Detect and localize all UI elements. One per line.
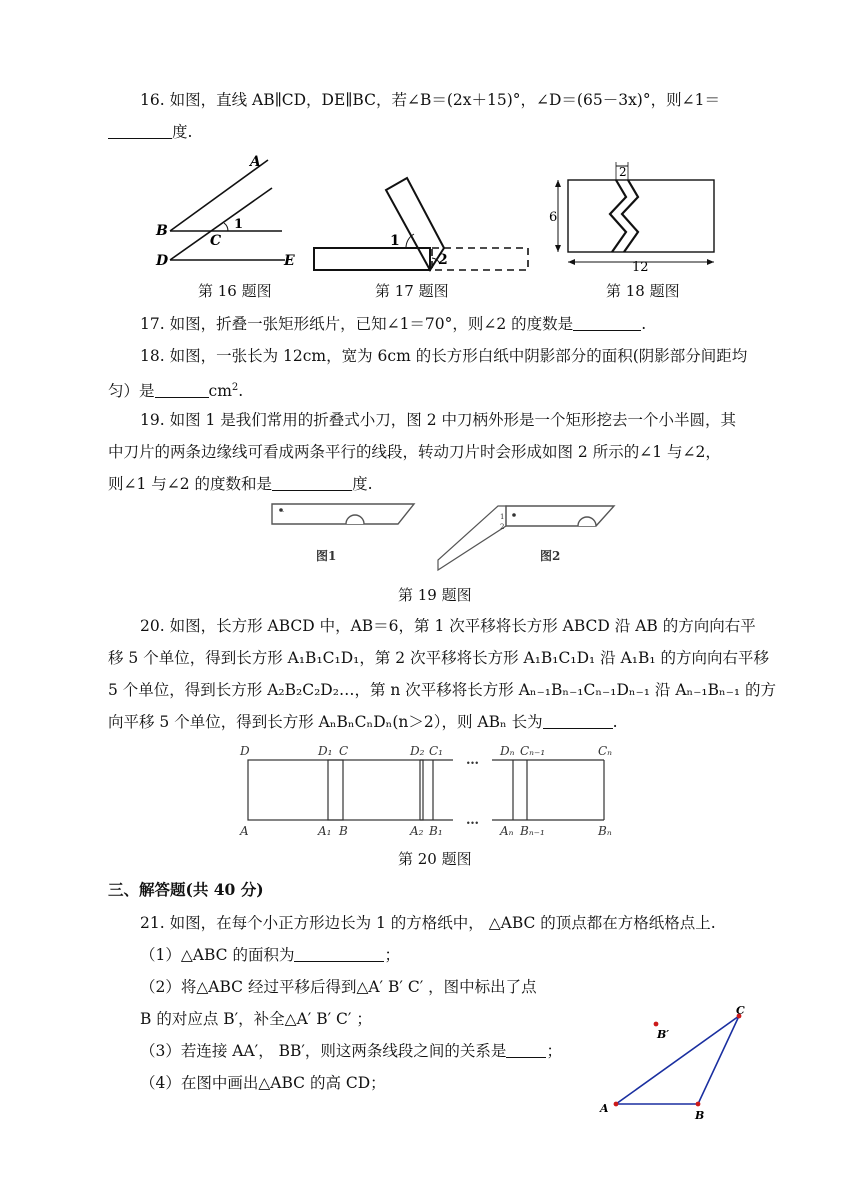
label-e: E — [284, 253, 295, 269]
line-ab — [170, 160, 268, 231]
caption-17: 第 17 题图 — [375, 282, 449, 300]
q18-figure — [546, 160, 722, 272]
line-dc — [170, 188, 272, 260]
point-b-prime — [654, 1022, 659, 1027]
label-b: B — [339, 824, 348, 838]
label-a: A — [250, 154, 261, 170]
q17-answer-blank[interactable] — [573, 316, 641, 331]
label-b1: B₁ — [429, 824, 443, 838]
caption-20: 第 20 题图 — [398, 850, 472, 868]
q19-figure — [264, 498, 626, 576]
q16-line1: 16. 如图，直线 AB∥CD，DE∥BC，若∠B＝(2x＋15)°，∠D＝(65－3x)°，则∠1＝ — [140, 91, 720, 109]
label-bn: Bₙ — [598, 824, 612, 838]
q21-p1: （1）△ABC 的面积为 ； — [140, 946, 400, 964]
q18-line1: 18. 如图，一张长为 12cm，宽为 6cm 的长方形白纸中阴影部分的面积(阴影部分间距均 — [140, 347, 748, 365]
q20-line3: 5 个单位，得到长方形 A₂B₂C₂D₂…，第 n 次平移将长方形 Aₙ₋₁Bₙ₋₁Cₙ₋₁Dₙ₋₁ 沿 Aₙ₋₁Bₙ₋₁ 的方 — [108, 681, 777, 699]
angle1-arc — [406, 234, 414, 248]
fig1-label: 图1 — [316, 549, 337, 563]
section3-title: 三、解答题(共 40 分) — [108, 880, 264, 899]
fig2-angle1: 1 — [500, 513, 505, 521]
folded-part — [386, 178, 444, 270]
q16-suffix: 度. — [172, 123, 193, 141]
fig2-label: 图2 — [540, 549, 561, 563]
q18-line2: 匀）是 $cm^2$. — [108, 382, 244, 401]
label-c: C — [210, 233, 222, 249]
label-a1: A₁ — [318, 824, 332, 838]
q16-answer-blank[interactable] — [108, 124, 172, 139]
q21-p2-line2: B 的对应点 B′，补全△A′ B′ C′ ； — [140, 1010, 372, 1028]
label-c: C — [736, 1006, 745, 1017]
q19-line3: 则∠1 与∠2 的度数和是 度. — [108, 475, 373, 493]
label-top: 2 — [619, 165, 627, 179]
q19-answer-blank[interactable] — [272, 476, 352, 491]
q20-figure — [236, 740, 622, 838]
label-dn: Dₙ — [500, 744, 515, 758]
q21-p4: （4）在图中画出△ABC 的高 CD； — [140, 1074, 386, 1092]
label-b: B — [695, 1109, 705, 1122]
q17-text: 17. 如图，折叠一张矩形纸片，已知∠1＝70°，则∠2 的度数是 — [140, 315, 574, 333]
svg-text:·: · — [282, 508, 285, 516]
q21-p3: （3）若连接 AA′， BB′，则这两条线段之间的关系是 ； — [140, 1042, 562, 1060]
q17-figure — [310, 172, 535, 274]
label-1: 1 — [234, 217, 244, 232]
rect-1 — [328, 760, 423, 820]
q21-p3-answer-blank[interactable] — [506, 1043, 546, 1058]
triangle-abc — [616, 1016, 739, 1104]
label-a: A — [240, 824, 249, 838]
q21-figure — [598, 1006, 758, 1122]
zigzag-right — [622, 180, 638, 252]
q20-line2: 移 5 个单位，得到长方形 A₁B₁C₁D₁，第 2 次平移将长方形 A₁B₁C₁D₁ 沿 A₁B₁ 的方向向右平移 — [108, 649, 770, 667]
label-c1: C₁ — [429, 744, 443, 758]
q21-intro: 21. 如图，在每个小正方形边长为 1 的方格纸中， △ABC 的顶点都在方格纸格点上. — [140, 914, 716, 932]
caption-18: 第 18 题图 — [606, 282, 680, 300]
label-d1: D₁ — [318, 744, 333, 758]
label-a: A — [600, 1102, 609, 1115]
label-d: D — [156, 253, 169, 269]
angle1-arc — [224, 223, 228, 231]
q20-line1: 20. 如图，长方形 ABCD 中，AB＝6，第 1 次平移将长方形 ABCD 沿 AB 的方向向右平 — [140, 617, 756, 635]
q19-line2: 中刀片的两条边缘线可看成两条平行的线段，转动刀片时会形成如图 2 所示的∠1 与∠2， — [108, 443, 721, 461]
label-2: 2 — [438, 252, 448, 268]
q20-line4: 向平移 5 个单位，得到长方形 AₙBₙCₙDₙ(n＞2），则 ABₙ 长为 . — [108, 713, 618, 731]
label-bn-1: Bₙ₋₁ — [520, 824, 545, 838]
fig2-angle2: 2 — [500, 523, 505, 531]
point-b — [696, 1102, 701, 1107]
point-a — [614, 1102, 619, 1107]
dots-top: … — [466, 753, 479, 768]
q21-p1-answer-blank[interactable] — [294, 947, 384, 962]
q21-p2-line1: （2）将△ABC 经过平移后得到△A′ B′ C′ ，图中标出了点 — [140, 978, 537, 996]
label-cn: Cₙ — [598, 744, 613, 758]
q16-line2 — [108, 122, 192, 142]
label-d: D — [240, 744, 250, 758]
label-an: Aₙ — [500, 824, 514, 838]
rectangle — [568, 180, 714, 252]
label-bottom: 12 — [632, 260, 649, 272]
q19-line1: 19. 如图 1 是我们常用的折叠式小刀，图 2 中刀柄外形是一个矩形挖去一个小半圆，其 — [140, 411, 737, 429]
label-cn-1: Cₙ₋₁ — [520, 744, 546, 758]
label-c: C — [339, 744, 349, 758]
label-side: 6 — [549, 210, 558, 225]
label-b-prime: B′ — [657, 1028, 670, 1041]
knife-fig1 — [272, 504, 414, 524]
rect-abcd — [248, 760, 343, 820]
label-a2: A₂ — [410, 824, 424, 838]
q20-answer-blank[interactable] — [543, 714, 613, 729]
label-d2: D₂ — [410, 744, 425, 758]
caption-16: 第 16 题图 — [198, 282, 272, 300]
caption-19: 第 19 题图 — [398, 586, 472, 604]
q18-answer-blank[interactable] — [155, 383, 209, 398]
q17-line: 17. 如图，折叠一张矩形纸片，已知∠1＝70°，则∠2 的度数是 . — [140, 315, 647, 333]
dots-bottom: … — [466, 813, 479, 828]
strip-left — [314, 248, 430, 270]
q16-figure — [150, 148, 300, 270]
label-1: 1 — [390, 233, 400, 249]
knife-fig2 — [438, 506, 614, 570]
label-b: B — [156, 223, 168, 239]
